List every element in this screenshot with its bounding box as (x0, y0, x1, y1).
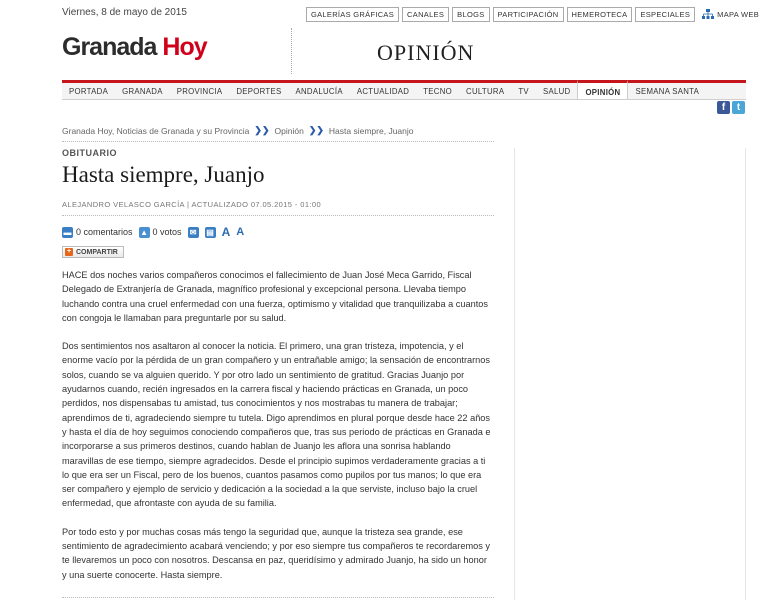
nav-item-granada[interactable]: GRANADA (122, 87, 163, 96)
top-link-especiales[interactable]: ESPECIALES (635, 7, 695, 22)
article-paragraph: HACE dos noches varios compañeros conocimos el fallecimiento de Juan José Meca Garrido, Fiscal Delegado de Extranjería de Granada, magnífico profesional y excepcional persona. Llevaba tiempo luchando contra una cruel enfermedad con una fuerza, optimismo y vitalidad que tranquilizaba a cuantos con congoja le llamaban para preguntarle por su salud. (62, 270, 488, 323)
nav-item-provincia[interactable]: PROVINCIA (176, 87, 223, 96)
top-bar (0, 0, 759, 26)
nav-item-actualidad[interactable]: ACTUALIDAD (356, 87, 410, 96)
comments-count: 0 comentarios (76, 227, 133, 237)
main-nav (62, 80, 746, 100)
mapa-web-link[interactable] (698, 7, 759, 22)
share-icon: + (66, 248, 72, 255)
font-decrease-button[interactable]: A (236, 226, 245, 238)
nav-item-cultura[interactable]: CULTURA (466, 87, 505, 96)
article-headline: Hasta siempre, Juanjo (62, 162, 265, 187)
current-date: Viernes, 8 de mayo de 2015 (62, 7, 187, 18)
top-links (306, 7, 759, 22)
nav-item-deportes[interactable]: DEPORTES (236, 87, 282, 96)
print-icon[interactable]: ▤ (206, 227, 214, 237)
nav-item-opinion[interactable]: OPINIÓN (577, 80, 628, 99)
nav-item-semana-santa[interactable]: SEMANA SANTA (635, 87, 700, 96)
comment-icon: ▬ (63, 227, 72, 237)
article-tools (62, 225, 244, 239)
sidebar-column (514, 148, 746, 600)
article-paragraph: Por todo esto y por muchas cosas más tengo la seguridad que, aunque la tristeza sea grande, ese sentimiento de agradecimiento acabará venciendo; y por eso siempre tus compañeros te recordaremos y te llevaremos un poco con nosotros. Descansa en paz, queridísimo y admirado Juanjo, ha sido un honor y una suerte conocerte. Hasta siempre. (62, 526, 490, 580)
top-link-hemeroteca[interactable]: HEMEROTECA (567, 7, 633, 22)
nav-item-tecno[interactable]: TECNO (423, 87, 453, 96)
article-category: OBITUARIO (62, 148, 117, 158)
comments-link[interactable] (62, 227, 133, 238)
chevron-right-icon: ❯❯ (254, 125, 270, 135)
send-email-icon[interactable]: ✉ (188, 227, 199, 238)
facebook-icon[interactable]: f (717, 101, 730, 114)
font-increase-button[interactable]: A (221, 225, 231, 239)
section-title: OPINIÓN (377, 40, 475, 65)
nav-item-andalucia[interactable]: ANDALUCÍA (295, 87, 343, 96)
header-divider (291, 28, 292, 74)
top-link-galerias[interactable]: GALERÍAS GRÁFICAS (306, 7, 399, 22)
mapa-web-label: MAPA WEB (717, 10, 759, 19)
logo-hoy: Hoy (162, 33, 207, 61)
votes-link[interactable] (139, 227, 182, 238)
twitter-icon[interactable]: t (732, 101, 745, 114)
breadcrumb (62, 125, 414, 136)
article-paragraph: Dos sentimientos nos asaltaron al conocer la noticia. El primero, una gran tristeza, impotencia, y el enorme vacío por la pérdida de un gran compañero y un entrañable amigo; la sensación de encontrarnos solos, cuando se va alguien querido. Y por otro lado un sentimiento de gratitud. Gracias Juanjo por ayudarnos cuando, recién ingresados en la carrera fiscal y haciendo prácticas en Granada, un poco perdidos, nos dispensabas tu amistad, tus conocimientos y nos mostrabas tu manera de trabajar; aprendimos de ti, agradeciendo siempre tu tutela. Digo aprendimos en plural porque desde hace 22 años y hasta el día de hoy seguimos conociendo compañeros que, tras sus periodo de prácticas en Granada e incorporarse a sus primeros destinos, cuando hablan de Juanjo les aflora una sonrisa hablando maravillas de ese tiempo, siempre agradecidos. Desde el principio supimos verdaderamente gracias a ti lo que era ser un Fiscal, pero de los buenos, cuantos pasamos como pupilos por tus manos; lo que era ser compañero y ejemplo de servicio y dedicación a la sociedad a la que serviste, incluso bajo la cruel enfermedad, que afrontaste con ayuda de su familia. (62, 341, 491, 509)
top-link-participacion[interactable]: PARTICIPACIÓN (493, 7, 564, 22)
nav-item-salud[interactable]: SALUD (542, 87, 571, 96)
site-logo[interactable] (62, 33, 207, 62)
chevron-right-icon: ❯❯ (308, 125, 324, 135)
votes-count: 0 votos (152, 227, 182, 237)
logo-granada: Granada (62, 33, 157, 61)
share-button[interactable] (62, 246, 124, 258)
divider (62, 215, 494, 216)
nav-item-portada[interactable]: PORTADA (69, 87, 109, 96)
divider (62, 597, 494, 598)
breadcrumb-home[interactable]: Granada Hoy, Noticias de Granada y su Provincia (62, 125, 250, 136)
sitemap-icon (702, 9, 714, 20)
article-byline: ALEJANDRO VELASCO GARCÍA | ACTUALIZADO 07.05.2015 - 01:00 (62, 200, 322, 209)
divider (62, 141, 494, 142)
share-label: COMPARTIR (76, 248, 118, 256)
thumbs-up-icon: ▲ (140, 227, 148, 237)
top-link-blogs[interactable]: BLOGS (452, 7, 489, 22)
nav-item-tv[interactable]: TV (518, 87, 529, 96)
top-link-canales[interactable]: CANALES (402, 7, 449, 22)
breadcrumb-section[interactable]: Opinión (274, 125, 304, 136)
breadcrumb-current: Hasta siempre, Juanjo (328, 125, 414, 136)
article-body (62, 268, 494, 596)
